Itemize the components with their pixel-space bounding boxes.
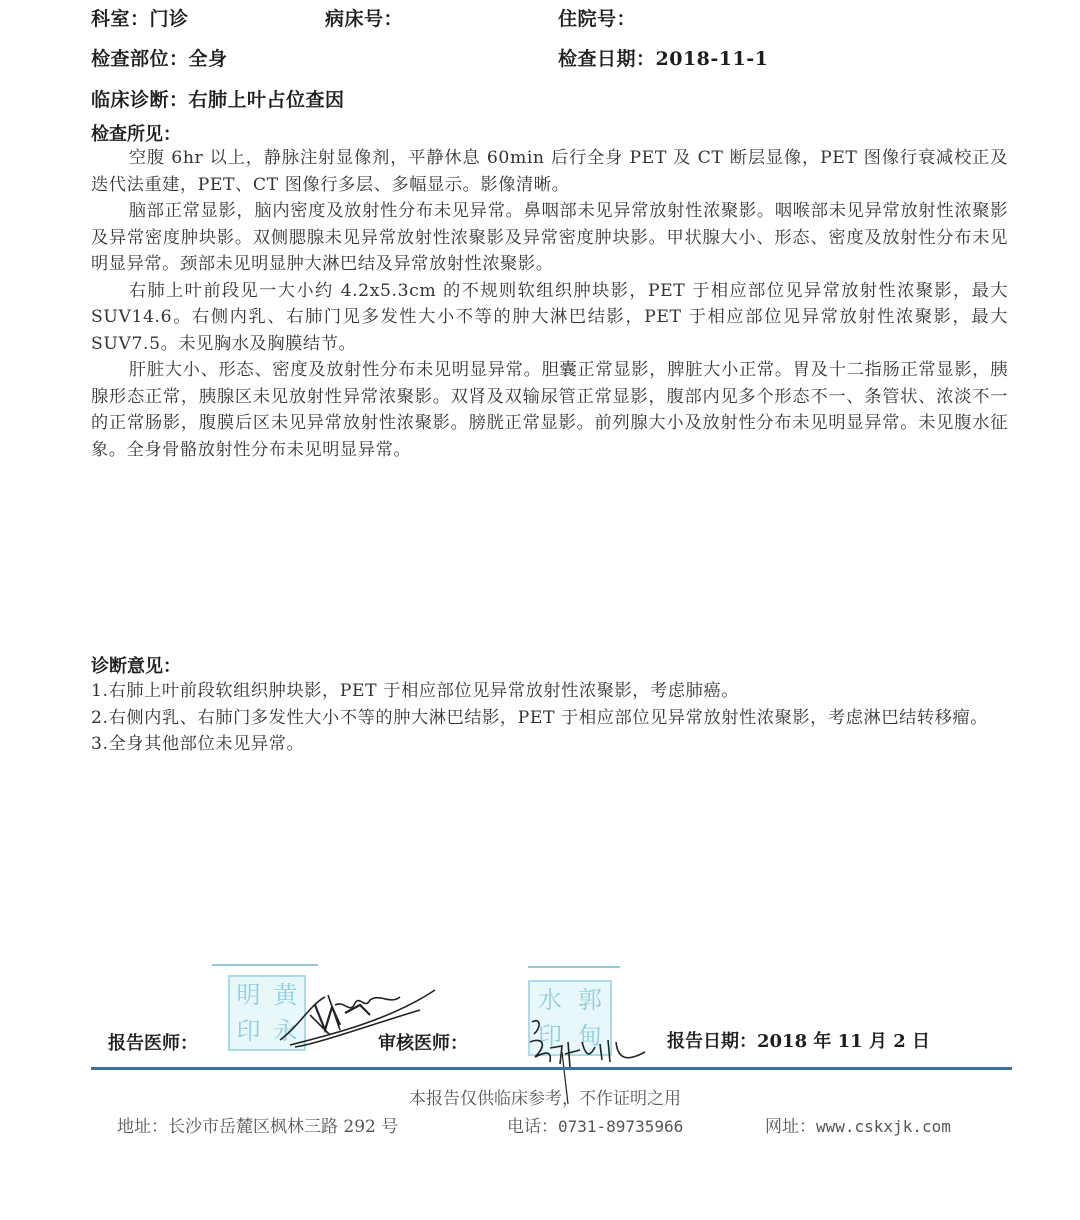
reviewing-doctor-label: 审核医师： <box>378 1033 468 1054</box>
exam-date-field <box>558 44 768 71</box>
findings-paragraph-abdomen: 肝脏大小、形态、密度及放射性分布未见明显异常。胆囊正常显影，脾脏大小正常。胃及十二指肠正常显影，胰腺形态正常，胰腺区未见放射性异常浓聚影。双肾及双输尿管正常显影，腹部内见多个形态不一、条管状、浓淡不一的正常肠影，腹膜后区未见异常放射性浓聚影。膀胱正常显影。前列腺大小及放射性分布未见明显异常。未见腹水征象。全身骨骼放射性分布未见明显异常。 <box>91 360 1008 460</box>
report-date-field <box>667 1027 930 1053</box>
stamp-char: 印 <box>538 1022 562 1050</box>
diagnosis-title: 诊断意见： <box>91 656 181 677</box>
stamp-char: 印 <box>236 1017 261 1045</box>
website-link[interactable]: www.cskxjk.com <box>816 1117 951 1136</box>
clinical-diagnosis-value: 右肺上叶占位查因 <box>188 89 345 111</box>
stamp-border-line <box>528 966 620 968</box>
website-field <box>765 1112 951 1137</box>
findings-title: 检查所见： <box>91 124 181 145</box>
address-value: 长沙市岳麓区枫林三路 292 号 <box>168 1117 399 1137</box>
bed-number-field <box>325 4 403 31</box>
footer-divider <box>91 1067 1012 1070</box>
admission-number-label: 住院号： <box>558 8 637 30</box>
report-date-value: 2018 年 11 月 2 日 <box>757 1031 931 1052</box>
address-field <box>117 1112 398 1137</box>
department-label: 科室： <box>91 8 150 30</box>
findings-paragraph-chest: 右肺上叶前段见一大小约 4.2x5.3cm 的不规则软组织肿块影，PET 于相应部位见异常放射性浓聚影，最大 SUV14.6。右侧内乳、右肺门见多发性大小不等的肿大淋巴结影，PET 于相应部位见异常放射性浓聚影，最大 SUV7.5。未见胸水及胸膜结节。 <box>91 280 1008 354</box>
diagnosis-item: 1.右肺上叶前段软组织肿块影，PET 于相应部位见异常放射性浓聚影，考虑肺癌。 <box>91 681 740 701</box>
stamp-char: 黄 <box>273 981 298 1009</box>
department-field <box>91 4 189 31</box>
diagnosis-item: 3.全身其他部位未见异常。 <box>91 734 305 754</box>
diagnosis-list <box>91 678 1008 758</box>
department-value: 门诊 <box>149 8 189 30</box>
exam-site-field <box>91 44 228 71</box>
bed-number-label: 病床号： <box>325 8 404 30</box>
reporting-doctor-label: 报告医师： <box>108 1033 198 1054</box>
address-label: 地址： <box>117 1117 168 1137</box>
findings-paragraph-head-neck: 脑部正常显影，脑内密度及放射性分布未见异常。鼻咽部未见异常放射性浓聚影。咽喉部未见异常放射性浓聚影及异常密度肿块影。双侧腮腺未见异常放射性浓聚影及异常密度肿块影。甲状腺大小、形态、密度及放射性分布未见明显异常。颈部未见明显肿大淋巴结及异常放射性浓聚影。 <box>91 201 1008 274</box>
stamp-char: 明 <box>236 981 261 1009</box>
stamp-char: 郭 <box>578 986 602 1014</box>
findings-section <box>91 145 1008 463</box>
phone-value: 0731-89735966 <box>558 1117 684 1136</box>
stamp-char: 甸 <box>578 1022 602 1050</box>
admission-number-field <box>558 4 636 31</box>
stamp-char: 永 <box>273 1017 298 1045</box>
website-label: 网址： <box>765 1117 816 1137</box>
phone-field <box>507 1112 683 1137</box>
exam-site-value: 全身 <box>188 48 228 70</box>
stamp-char: 水 <box>538 986 562 1014</box>
exam-date-label: 检查日期： <box>558 48 656 70</box>
disclaimer-text: 本报告仅供临床参考，不作证明之用 <box>409 1089 681 1109</box>
clinical-diagnosis-field <box>91 85 345 112</box>
stamp-border-line <box>212 964 318 966</box>
phone-label: 电话： <box>507 1117 558 1137</box>
diagnosis-item: 2.右侧内乳、右肺门多发性大小不等的肿大淋巴结影，PET 于相应部位见异常放射性浓聚影，考虑淋巴结转移瘤。 <box>91 707 989 728</box>
clinical-diagnosis-label: 临床诊断： <box>91 89 189 111</box>
exam-date-value: 2018-11-1 <box>655 48 769 70</box>
findings-paragraph-procedure: 空腹 6hr 以上，静脉注射显像剂，平静休息 60min 后行全身 PET 及 CT 断层显像，PET 图像行衰减校正及迭代法重建，PET、CT 图像行多层、多幅显示。影像清晰。 <box>91 148 1008 195</box>
report-date-label: 报告日期： <box>667 1031 757 1052</box>
exam-site-label: 检查部位： <box>91 48 189 70</box>
